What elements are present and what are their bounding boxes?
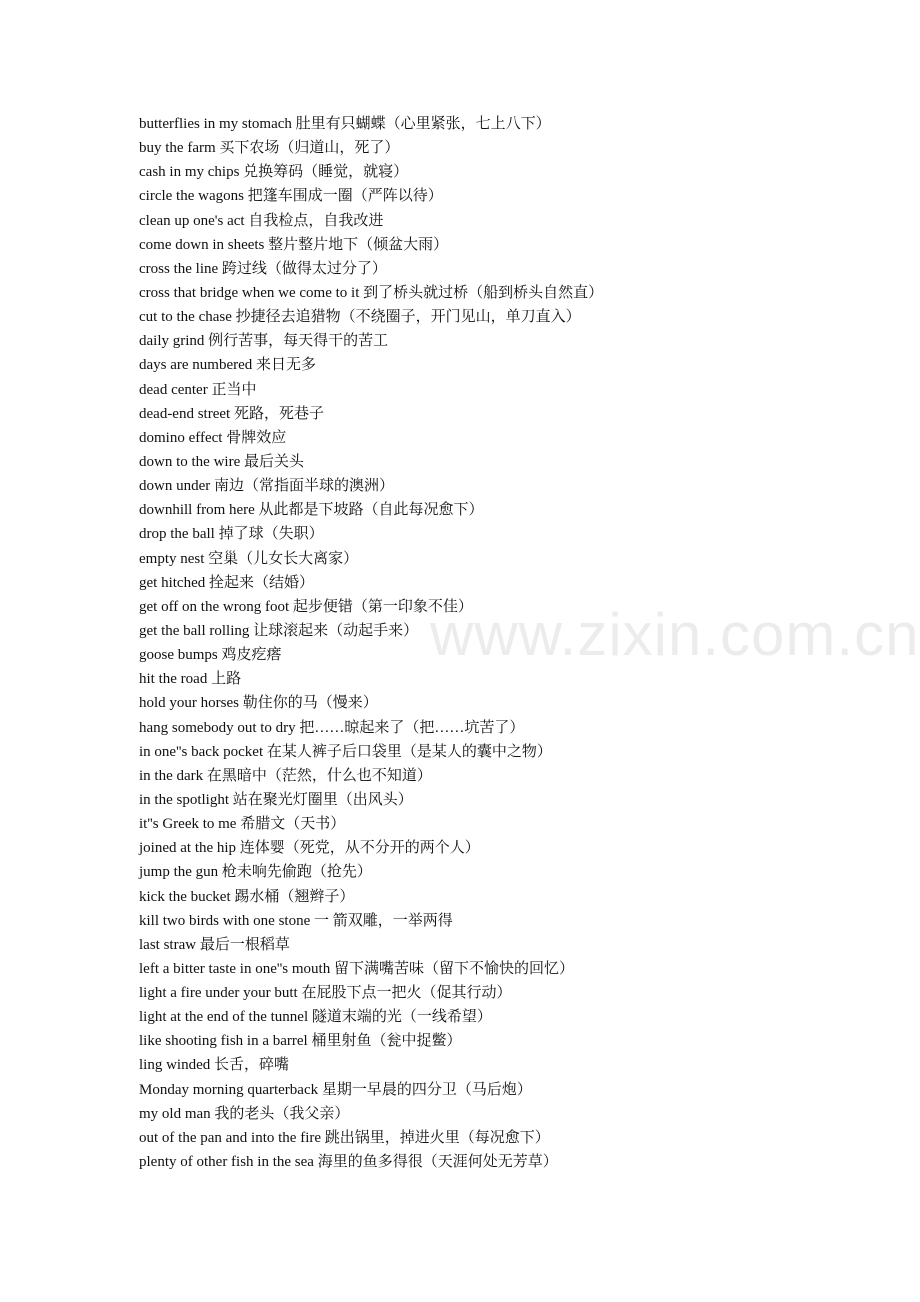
idiom-entry: come down in sheets 整片整片地下（倾盆大雨） [139, 236, 449, 253]
idiom-entry: cash in my chips 兑换筹码（睡觉，就寝） [139, 164, 409, 181]
idiom-entry: out of the pan and into the fire 跳出锅里，掉进火里（每况愈下） [139, 1129, 550, 1146]
idiom-entry: get the ball rolling 让球滚起来（动起手来） [139, 622, 419, 639]
idiom-entry: hold your horses 勒住你的马（慢来） [139, 695, 378, 712]
idiom-entry: in one''s back pocket 在某人裤子后口袋里（是某人的囊中之物） [139, 743, 552, 760]
idiom-entry: my old man 我的老头（我父亲） [139, 1105, 350, 1122]
idiom-entry: days are numbered 来日无多 [139, 357, 317, 374]
idiom-entry: in the spotlight 站在聚光灯圈里（出风头） [139, 791, 413, 808]
idiom-entry: hang somebody out to dry 把……晾起来了（把……坑苦了） [139, 719, 525, 736]
idiom-entry: it''s Greek to me 希腊文（天书） [139, 816, 346, 833]
idiom-entry: light at the end of the tunnel 隧道末端的光（一线希望） [139, 1009, 492, 1026]
idiom-entry: dead-end street 死路，死巷子 [139, 405, 324, 422]
idiom-entry: ling winded 长舌，碎嘴 [139, 1057, 289, 1074]
idiom-entry: clean up one's act 自我检点，自我改进 [139, 212, 384, 229]
idiom-entry: in the dark 在黑暗中（茫然，什么也不知道） [139, 767, 432, 784]
idiom-list [139, 112, 859, 1174]
idiom-entry: down to the wire 最后关头 [139, 453, 304, 470]
idiom-entry: buy the farm 买下农场（归道山，死了） [139, 140, 400, 157]
idiom-entry: cross that bridge when we come to it 到了桥头就过桥（船到桥头自然直） [139, 284, 604, 301]
idiom-entry: cut to the chase 抄捷径去追猎物（不绕圈子，开门见山，单刀直入） [139, 309, 581, 326]
idiom-entry: get off on the wrong foot 起步便错（第一印象不佳） [139, 598, 473, 615]
idiom-entry: jump the gun 枪未响先偷跑（抢先） [139, 864, 372, 881]
idiom-entry: kill two birds with one stone 一 箭双雕，一举两得 [139, 912, 453, 929]
idiom-entry: dead center 正当中 [139, 381, 257, 398]
idiom-entry: domino effect 骨牌效应 [139, 429, 287, 446]
idiom-entry: kick the bucket 踢水桶（翘辫子） [139, 888, 355, 905]
idiom-entry: plenty of other fish in the sea 海里的鱼多得很（天涯何处无芳草） [139, 1154, 558, 1171]
idiom-entry: down under 南边（常指面半球的澳洲） [139, 478, 394, 495]
idiom-entry: circle the wagons 把篷车围成一圈（严阵以待） [139, 188, 443, 205]
idiom-entry: downhill from here 从此都是下坡路（自此每况愈下） [139, 502, 484, 519]
idiom-entry: last straw 最后一根稻草 [139, 936, 290, 953]
idiom-entry: like shooting fish in a barrel 桶里射鱼（瓮中捉鳖） [139, 1033, 462, 1050]
idiom-entry: get hitched 拴起来（结婚） [139, 574, 314, 591]
idiom-entry: joined at the hip 连体婴（死党，从不分开的两个人） [139, 840, 480, 857]
idiom-entry: butterflies in my stomach 肚里有只蝴蝶（心里紧张，七上八下） [139, 116, 551, 132]
idiom-entry: cross the line 跨过线（做得太过分了） [139, 260, 387, 277]
watermark-text: www.zixin.com.cn [430, 601, 920, 668]
idiom-entry: drop the ball 掉了球（失职） [139, 526, 324, 543]
idiom-entry: left a bitter taste in one''s mouth 留下满嘴苦味（留下不愉快的回忆） [139, 960, 574, 977]
idiom-entry: goose bumps 鸡皮疙瘩 [139, 647, 282, 664]
idiom-entry: Monday morning quarterback 星期一早晨的四分卫（马后炮） [139, 1081, 532, 1098]
idiom-entry: daily grind 例行苦事，每天得干的苦工 [139, 333, 389, 350]
idiom-entry: light a fire under your butt 在屁股下点一把火（促其行动） [139, 985, 512, 1002]
idiom-entry: empty nest 空巢（儿女长大离家） [139, 550, 359, 567]
idiom-entry: hit the road 上路 [139, 671, 242, 688]
